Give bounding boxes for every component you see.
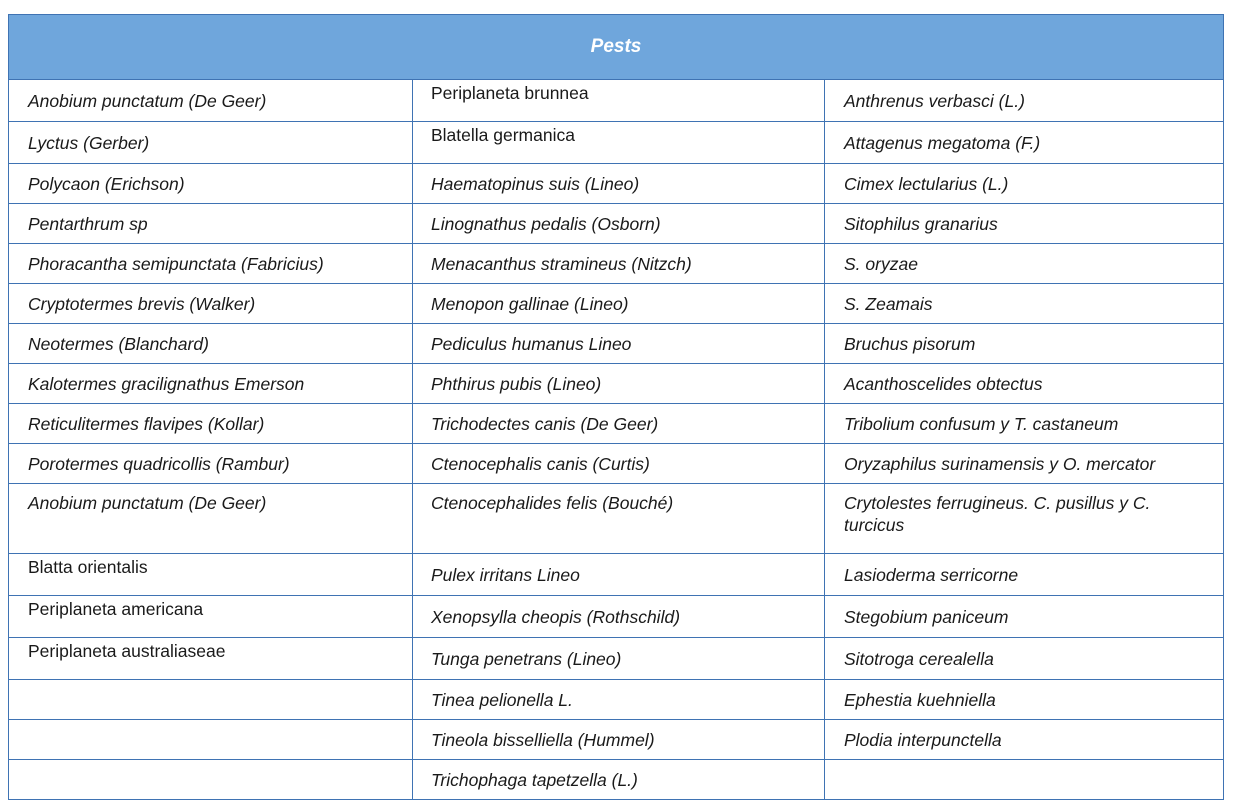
table-cell [9,680,413,720]
table-cell: Periplaneta americana [9,596,413,638]
table-row [9,596,1224,638]
table-row [9,638,1224,680]
table-cell: Pulex irritans Lineo [413,554,825,596]
table-cell: Bruchus pisorum [825,324,1224,364]
table-row [9,244,1224,284]
table-cell: Menacanthus stramineus (Nitzch) [413,244,825,284]
table-cell: Xenopsylla cheopis (Rothschild) [413,596,825,638]
table-cell: Ctenocephalides felis (Bouché) [413,484,825,554]
table-cell [825,760,1224,800]
pests-table [8,14,1224,800]
table-row [9,404,1224,444]
table-row [9,80,1224,122]
table-row [9,484,1224,554]
table-cell: Pentarthrum sp [9,204,413,244]
table-cell: Lasioderma serricorne [825,554,1224,596]
table-header-row [9,15,1224,80]
table-cell: S. Zeamais [825,284,1224,324]
table-row [9,760,1224,800]
table-cell [9,720,413,760]
table-cell: Periplaneta australiaseae [9,638,413,680]
table-row [9,680,1224,720]
table-row [9,204,1224,244]
table-cell: Kalotermes gracilignathus Emerson [9,364,413,404]
table-cell: Trichophaga tapetzella (L.) [413,760,825,800]
table-cell: Tribolium confusum y T. castaneum [825,404,1224,444]
table-cell: Blatta orientalis [9,554,413,596]
table-cell: Porotermes quadricollis (Rambur) [9,444,413,484]
table-cell: Linognathus pedalis (Osborn) [413,204,825,244]
table-cell: Blatella germanica [413,122,825,164]
table-cell: Cimex lectularius (L.) [825,164,1224,204]
table-cell: Stegobium paniceum [825,596,1224,638]
table-cell: Sitophilus granarius [825,204,1224,244]
table-row [9,720,1224,760]
table-cell: Pediculus humanus Lineo [413,324,825,364]
table-cell: Anobium punctatum (De Geer) [9,484,413,554]
table-row [9,364,1224,404]
table-cell [9,760,413,800]
table-cell: Phoracantha semipunctata (Fabricius) [9,244,413,284]
table-cell: Acanthoscelides obtectus [825,364,1224,404]
table-cell: Anobium punctatum (De Geer) [9,80,413,122]
table-cell: Polycaon (Erichson) [9,164,413,204]
table-cell: Haematopinus suis (Lineo) [413,164,825,204]
table-cell: Ctenocephalis canis (Curtis) [413,444,825,484]
table-cell: Menopon gallinae (Lineo) [413,284,825,324]
table-cell: Phthirus pubis (Lineo) [413,364,825,404]
table-cell: Sitotroga cerealella [825,638,1224,680]
table-cell: Periplaneta brunnea [413,80,825,122]
table-cell: Tineola bisselliella (Hummel) [413,720,825,760]
table-cell: Plodia interpunctella [825,720,1224,760]
table-cell: Anthrenus verbasci (L.) [825,80,1224,122]
table-cell: Reticulitermes flavipes (Kollar) [9,404,413,444]
table-row [9,122,1224,164]
table-cell: Neotermes (Blanchard) [9,324,413,364]
table-cell: S. oryzae [825,244,1224,284]
table-cell: Tunga penetrans (Lineo) [413,638,825,680]
table-cell: Oryzaphilus surinamensis y O. mercator [825,444,1224,484]
table-row [9,444,1224,484]
table-row [9,554,1224,596]
table-cell: Attagenus megatoma (F.) [825,122,1224,164]
table-title: Pests [9,15,1224,80]
table-row [9,284,1224,324]
table-cell: Lyctus (Gerber) [9,122,413,164]
table-cell: Trichodectes canis (De Geer) [413,404,825,444]
table-cell: Tinea pelionella L. [413,680,825,720]
table-cell: Crytolestes ferrugineus. C. pusillus y C. turcicus [825,484,1224,554]
table-cell: Cryptotermes brevis (Walker) [9,284,413,324]
table-row [9,324,1224,364]
table-cell: Ephestia kuehniella [825,680,1224,720]
table-row [9,164,1224,204]
